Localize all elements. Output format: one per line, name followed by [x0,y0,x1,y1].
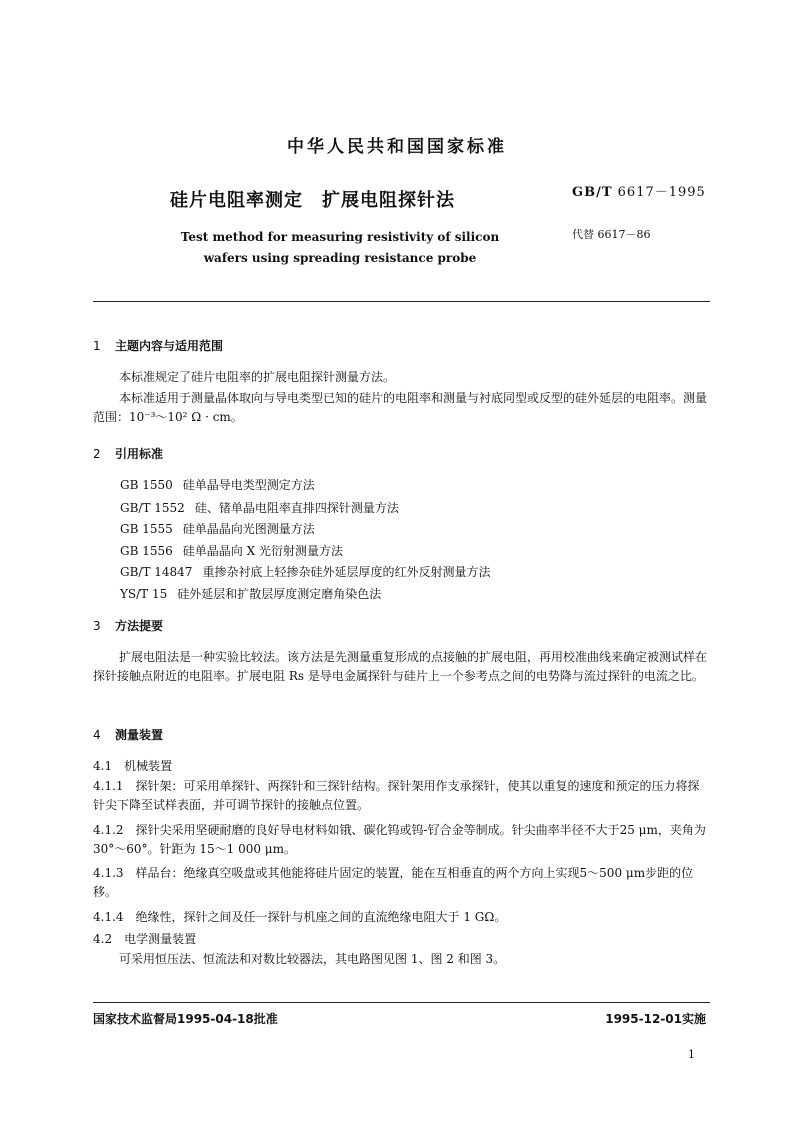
section-4-heading [93,726,163,743]
reference-code: GB 1556 [120,544,173,558]
reference-item [120,563,490,580]
section-number: 2 [93,447,101,461]
section-2-heading [93,445,163,462]
clause-4-1-2: 4.1.2 探针尖采用坚硬耐磨的良好导电材料如锇、碳化钨或钨-钌合金等制成。针尖曲率半径不大于25 μm，夹角为 30°～60°。针距为 15～1 000 μm。 [93,823,706,856]
section-title: 主题内容与适用范围 [115,339,224,353]
reference-text: 硅、锗单晶电阻率直排四探针测量方法 [194,501,399,515]
subsection-4-2-paragraph: 可采用恒压法、恒流法和对数比较器法，其电路图见图 1、图 2 和图 3。 [119,952,506,966]
section-1-paragraph-2: 本标准适用于测量晶体取向与导电类型已知的硅片的电阻率和测量与衬底同型或反型的硅外延层的电阻率。测量范围：10⁻³～10² Ω · cm。 [93,391,708,424]
english-title-line-1: Test method for measuring resistivity of silicon [180,230,500,244]
reference-code: YS/T 15 [120,587,168,601]
section-title: 测量装置 [115,728,164,742]
standard-prefix: GB/T [572,185,613,200]
standard-header: 中华人民共和国国家标准 [287,137,507,157]
section-number: 1 [93,339,101,353]
subsection-4-1: 4.1 机械装置 [93,759,173,773]
reference-text: 重掺杂衬底上轻掺杂硅外延层厚度的红外反射测量方法 [202,565,491,579]
english-title-line-2: wafers using spreading resistance probe [203,251,477,265]
section-3-heading [93,617,163,634]
document-title: 硅片电阻率测定 扩展电阻探针法 [170,190,455,211]
reference-code: GB 1550 [120,478,173,492]
effective-date: 1995-12-01实施 [605,1012,706,1026]
reference-item [120,520,315,537]
clause-4-1-3: 4.1.3 样品台：绝缘真空吸盘或其他能将硅片固定的装置，能在互相垂直的两个方向上实现5～500 μm步距的位移。 [93,866,694,899]
reference-code: GB/T 1552 [120,501,185,515]
approval-date: 国家技术监督局1995-04-18批准 [93,1012,278,1026]
reference-item [120,542,343,559]
subsection-4-2: 4.2 电学测量装置 [93,932,197,946]
section-number: 4 [93,728,101,742]
reference-code: GB/T 14847 [120,565,193,579]
header-divider [93,301,710,302]
section-3-paragraph: 扩展电阻法是一种实验比较法。该方法是先测量重复形成的点接触的扩展电阻，再用校准曲线来确定被测试样在探针接触点附近的电阻率。扩展电阻 Rs 是导电金属探针与硅片上一个参考点之间的电势降与流过探针的电流之比。 [93,650,708,683]
section-number: 3 [93,619,101,633]
reference-item [120,476,315,493]
page-number: 1 [688,1048,695,1061]
standard-code: 6617－1995 [617,185,706,200]
reference-text: 硅外延层和扩散层厚度测定磨角染色法 [177,587,382,601]
standard-number [572,181,706,200]
section-1-heading [93,337,223,354]
reference-item [120,499,399,516]
section-title: 方法提要 [115,619,164,633]
reference-text: 硅单晶导电类型测定方法 [182,478,315,492]
section-1-paragraph-1: 本标准规定了硅片电阻率的扩展电阻探针测量方法。 [119,370,396,384]
reference-item [120,585,381,602]
reference-code: GB 1555 [120,522,173,536]
section-title: 引用标准 [115,447,164,461]
reference-text: 硅单晶晶向 X 光衍射测量方法 [182,544,343,558]
footer-divider [93,1002,710,1003]
clause-4-1-1: 4.1.1 探针架：可采用单探针、两探针和三探针结构。探针架用作支承探针，使其以重复的速度和预定的压力将探针尖下降至试样表面，并可调节探针的接触点位置。 [93,779,700,812]
replaces-note: 代替 6617－86 [572,228,651,241]
reference-text: 硅单晶晶向光图测量方法 [182,522,315,536]
clause-4-1-4: 4.1.4 绝缘性，探针之间及任一探针与机座之间的直流绝缘电阻大于 1 GΩ。 [93,910,507,924]
